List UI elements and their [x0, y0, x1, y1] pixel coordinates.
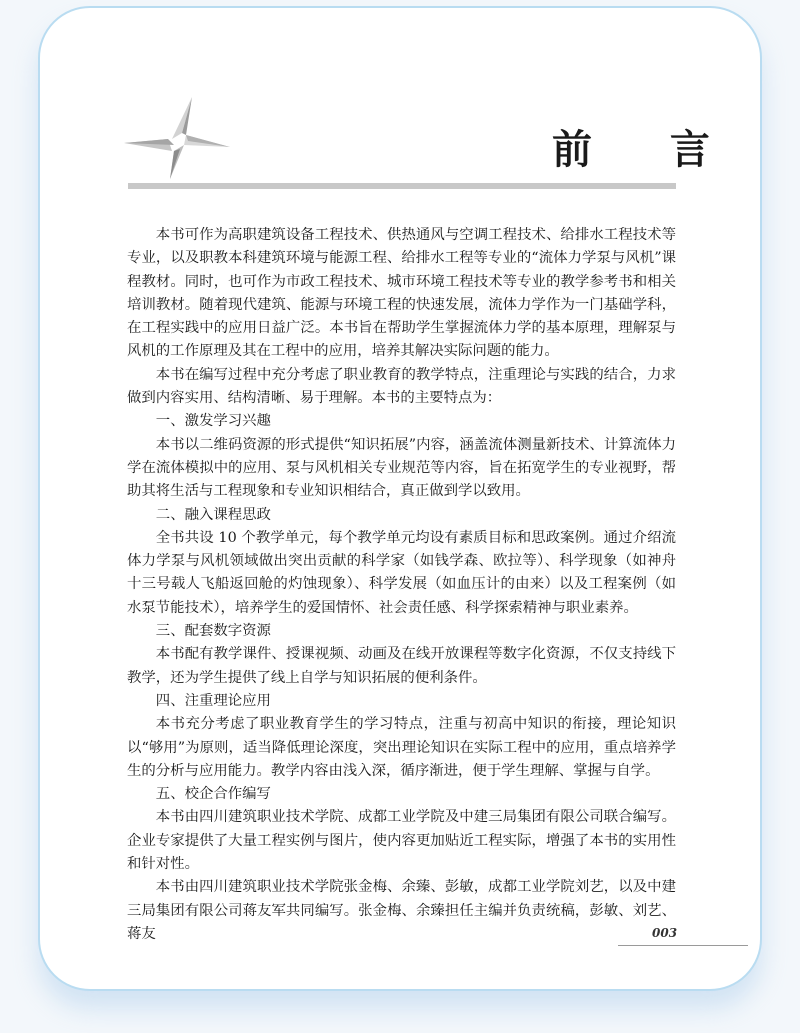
paragraph: 本书可作为高职建筑设备工程技术、供热通风与空调工程技术、给排水工程技术等专业，以及职教本科建筑环境与能源工程、给排水工程等专业的“流体力学泵与风机”课程教材。同时，也可作为市政工程技术、城市环境工程技术等专业的教学参考书和相关培训教材。随着现代建筑、能源与环境工程的快速发展，流体力学作为一门基础学科，在工程实践中的应用日益广泛。本书旨在帮助学生掌握流体力学的基本原理，理解泵与风机的工作原理及其在工程中的应用，培养其解决实际问题的能力。	[127, 227, 676, 360]
section-heading: 三、配套数字资源	[155, 623, 271, 640]
section-heading: 四、注重理论应用	[155, 692, 271, 709]
section-heading: 二、融入课程思政	[155, 506, 271, 523]
page-title: 前 言	[552, 127, 742, 173]
page-number: 003	[652, 926, 678, 940]
paragraph: 本书在编写过程中充分考虑了职业教育的教学特点，注重理论与实践的结合，力求做到内容实用、结构清晰、易于理解。本书的主要特点为：	[127, 366, 676, 407]
paragraph: 本书充分考虑了职业教育学生的学习特点，注重与初高中知识的衔接，理论知识以“够用”为原则，适当降低理论深度，突出理论知识在实际工程中的应用，重点培养学生的分析与应用能力。教学内容由浅入深，循序渐进，便于学生理解、掌握与自学。	[127, 716, 676, 779]
paragraph: 本书由四川建筑职业技术学院、成都工业学院及中建三局集团有限公司联合编写。企业专家提供了大量工程实例与图片，使内容更加贴近工程实际，增强了本书的实用性和针对性。	[127, 809, 676, 873]
paragraph: 全书共设 10 个教学单元，每个教学单元均设有素质目标和思政案例。通过介绍流体力学泵与风机领域做出突出贡献的科学家（如钱学森、欧拉等）、科学现象（如神舟十三号载人飞船返回舱的灼蚀现象）、科学发展（如血压计的由来）以及工程案例（如水泵节能技术），培养学生的爱国情怀、社会责任感、科学探索精神与职业素养。	[127, 529, 676, 616]
title-divider	[128, 183, 676, 189]
footer-divider	[618, 945, 748, 946]
paragraph: 本书以二维码资源的形式提供“知识拓展”内容，涵盖流体测量新技术、计算流体力学在流体模拟中的应用、泵与风机相关专业规范等内容，旨在拓宽学生的专业视野，帮助其将生活与工程现象和专业知识相结合，真正做到学以致用。	[127, 436, 676, 500]
star-logo-icon	[122, 95, 232, 185]
preface-body	[127, 224, 676, 946]
section-heading: 一、激发学习兴趣	[155, 413, 271, 430]
paragraph: 本书由四川建筑职业技术学院张金梅、余臻、彭敏，成都工业学院刘艺，以及中建三局集团有限公司蒋友军共同编写。张金梅、余臻担任主编并负责统稿，彭敏、刘艺、蒋友	[127, 879, 676, 942]
paragraph: 本书配有教学课件、授课视频、动画及在线开放课程等数字化资源，不仅支持线下教学，还为学生提供了线上自学与知识拓展的便利条件。	[127, 646, 676, 686]
section-heading: 五、校企合作编写	[155, 786, 271, 803]
